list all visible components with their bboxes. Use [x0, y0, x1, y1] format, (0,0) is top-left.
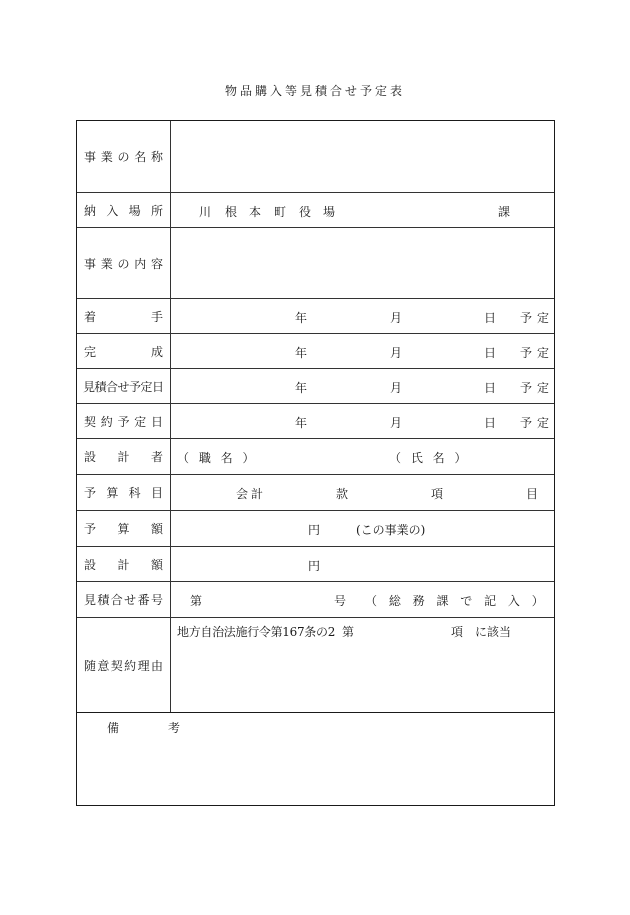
row-budget-item — [77, 474, 554, 510]
day-label: 日 — [484, 381, 497, 395]
label-budget-amount: 予 算 額 — [77, 511, 171, 546]
office-char-6: 場 — [323, 205, 336, 219]
row-delivery-place — [77, 192, 554, 227]
year-label: 年 — [295, 416, 308, 430]
row-project-name — [77, 121, 554, 192]
label-quote-date: 見積合せ予定日 — [77, 369, 171, 403]
office-char-1: 川 — [199, 205, 212, 219]
scheduled-char-2: 定 — [537, 381, 550, 395]
label-budget-item: 予 算 科 目 — [77, 475, 171, 510]
scheduled-char-1: 予 — [520, 416, 533, 430]
yen-label: 円 — [308, 523, 321, 537]
reason-dai-label: 第 — [342, 625, 355, 639]
label-project-content: 事 業 の 内 容 — [77, 228, 171, 298]
account-label: 会計 — [236, 487, 267, 501]
row-contract-date — [77, 403, 554, 438]
label-quote-number: 見 積 合 せ 番 号 — [77, 582, 171, 617]
row-quote-date — [77, 368, 554, 403]
remarks-char-2: 考 — [168, 721, 181, 735]
label-design-amount: 設 計 額 — [77, 547, 171, 581]
kan-label: 款 — [336, 487, 349, 501]
day-label: 日 — [484, 346, 497, 360]
row-project-content — [77, 227, 554, 298]
scheduled-char-1: 予 — [520, 311, 533, 325]
label-project-name: 事 業 の 名 称 — [77, 121, 171, 192]
scheduled-char-1: 予 — [520, 346, 533, 360]
month-label: 月 — [390, 381, 403, 395]
yen-label: 円 — [308, 559, 321, 573]
row-design-amount — [77, 546, 554, 581]
month-label: 月 — [390, 311, 403, 325]
budget-note: (この事業の) — [356, 523, 426, 537]
kou-label: 項 — [431, 487, 444, 501]
office-char-4: 町 — [274, 205, 287, 219]
row-quote-number — [77, 581, 554, 617]
year-label: 年 — [295, 346, 308, 360]
row-completion — [77, 333, 554, 368]
scheduled-char-1: 予 — [520, 381, 533, 395]
year-label: 年 — [295, 311, 308, 325]
section-label: 課 — [498, 205, 511, 219]
label-designer: 設 計 者 — [77, 439, 171, 474]
page-title: 物品購入等見積合せ予定表 — [224, 84, 405, 98]
dai-label: 第 — [190, 594, 203, 608]
designer-title-label: （ 職 名 ） — [177, 451, 258, 465]
label-contract-date: 契 約 予 定 日 — [77, 404, 171, 438]
office-char-3: 本 — [249, 205, 262, 219]
gou-label: 号 — [334, 594, 347, 608]
row-reason — [77, 617, 554, 712]
label-start: 着 手 — [77, 299, 171, 333]
reason-kou-label: 項 — [451, 625, 464, 639]
scheduled-char-2: 定 — [537, 311, 550, 325]
quote-number-note: （ 総 務 課 で 記 入 ） — [365, 594, 548, 608]
designer-name-label: （ 氏 名 ） — [389, 451, 470, 465]
day-label: 日 — [484, 416, 497, 430]
year-label: 年 — [295, 381, 308, 395]
remarks-char-1: 備 — [107, 721, 120, 735]
scheduled-char-2: 定 — [537, 346, 550, 360]
row-budget-amount — [77, 510, 554, 546]
month-label: 月 — [390, 346, 403, 360]
row-start — [77, 298, 554, 333]
scheduled-char-2: 定 — [537, 416, 550, 430]
row-designer — [77, 438, 554, 474]
label-delivery-place: 納 入 場 所 — [77, 193, 171, 227]
label-completion: 完 成 — [77, 334, 171, 368]
moku-label: 目 — [526, 487, 539, 501]
day-label: 日 — [484, 311, 497, 325]
office-char-5: 役 — [299, 205, 312, 219]
label-reason: 随 意 契 約 理 由 — [77, 618, 171, 712]
applies-label: に該当 — [475, 625, 512, 639]
row-remarks — [77, 712, 554, 805]
month-label: 月 — [390, 416, 403, 430]
office-char-2: 根 — [225, 205, 238, 219]
estimate-schedule-form — [76, 120, 555, 806]
statute-text: 地方自治法施行令第167条の2 — [177, 625, 336, 639]
